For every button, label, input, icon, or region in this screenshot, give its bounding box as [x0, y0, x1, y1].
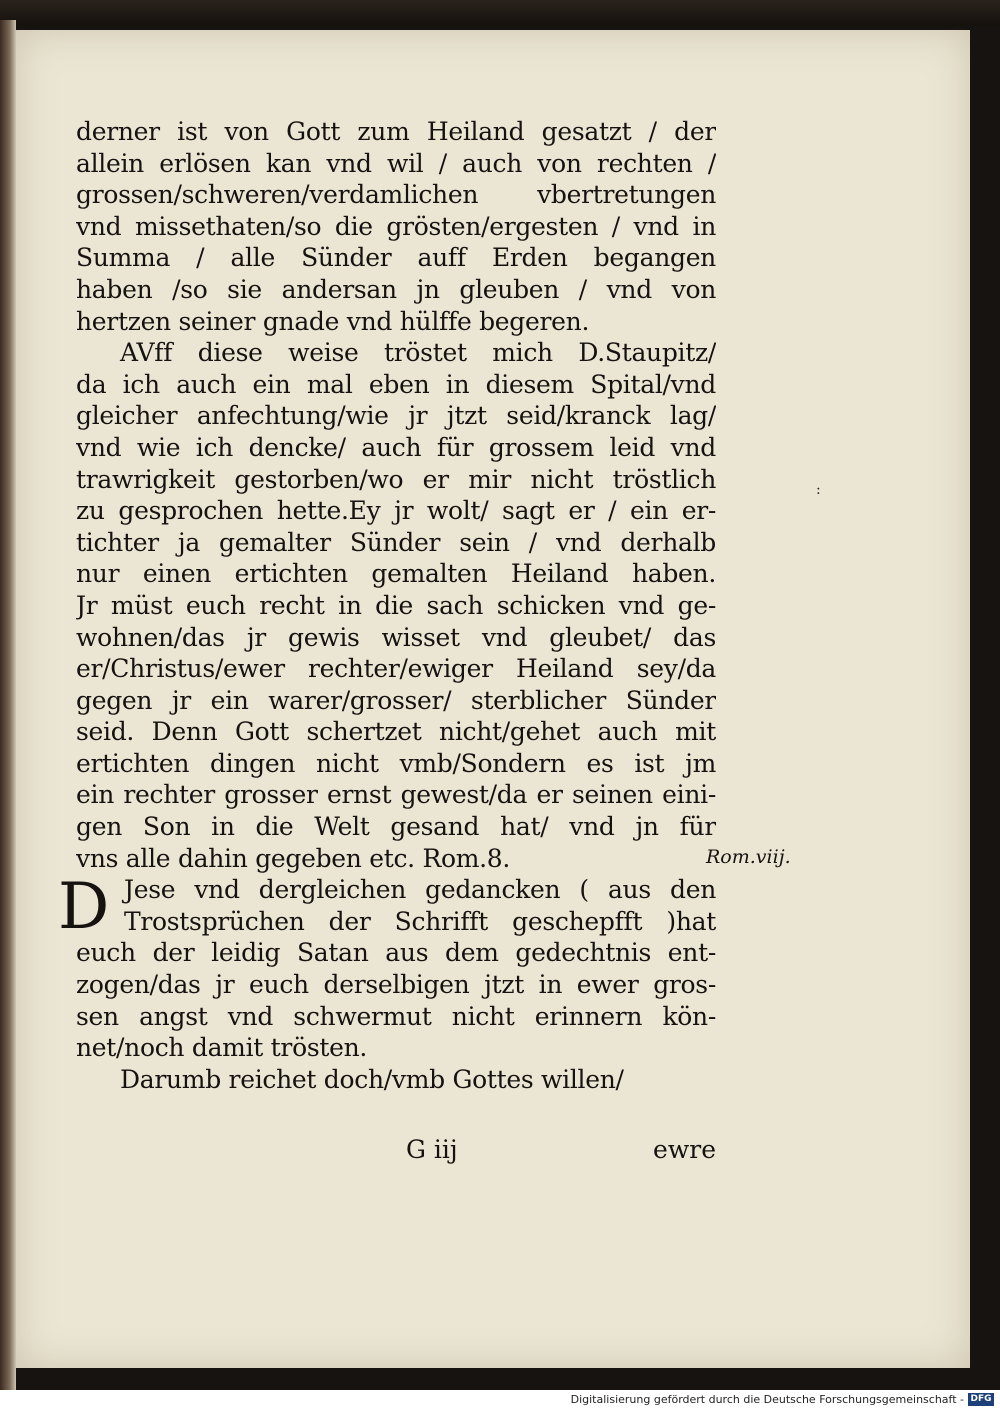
body-text: [76, 116, 716, 1095]
text-line: allein erlösen kan vnd wil / auch von rechten /: [76, 148, 716, 178]
text-line: er/Christus/ewer rechter/ewiger Heiland sey/da: [76, 654, 716, 684]
footer-bar: [0, 1390, 1000, 1410]
text-line: nur einen ertichten gemalten Heiland haben.: [76, 559, 716, 589]
scan-top-edge: [0, 0, 1000, 26]
funding-credit: Digitalisierung gefördert durch die Deutsche Forschungsgemeinschaft -: [570, 1393, 964, 1406]
text-line: net/noch damit trösten.: [76, 1033, 368, 1063]
text-line: gleicher anfechtung/wie jr jtzt seid/kranck lag/: [76, 401, 716, 431]
text-line: hertzen seiner gnade vnd hülffe begeren.: [76, 306, 590, 336]
text-line: Trostsprüchen der Schrifft geschepfft )hat: [124, 906, 716, 936]
text-line: ein rechter grosser ernst gewest/da er seinen eini-: [76, 780, 716, 810]
text-line: AVff diese weise tröstet mich D.Staupitz/: [120, 338, 716, 368]
text-line: zogen/das jr euch derselbigen jtzt in ewer gros-: [76, 970, 716, 1000]
text-line: vns alle dahin gegeben etc. Rom.8.: [76, 843, 511, 873]
book-spine-edge: [0, 20, 16, 1392]
text-line: Jr müst euch recht in die sach schicken vnd ge-: [76, 590, 716, 620]
text-line: zu gesprochen hette.Ey jr wolt/ sagt er / ein er-: [76, 496, 716, 526]
signature-line: [76, 1134, 716, 1166]
text-line: da ich auch ein mal eben in diesem Spital/vnd: [76, 369, 716, 399]
text-line: vnd wie ich dencke/ auch für grossem leid vnd: [76, 432, 716, 462]
marginal-note: Rom.viij.: [706, 846, 791, 868]
text-line: wohnen/das jr gewis wisset vnd gleubet/ das: [76, 622, 716, 652]
text-line: ertichten dingen nicht vmb/Sondern es ist jm: [76, 748, 716, 778]
text-line: Darumb reichet doch/vmb Gottes willen/: [120, 1064, 624, 1094]
text-line: haben /so sie andersan jn gleuben / vnd von: [76, 274, 716, 304]
marginal-mark: :: [816, 482, 821, 498]
book-page: [16, 30, 970, 1368]
text-line: Summa / alle Sünder auff Erden begangen: [76, 243, 716, 273]
drop-initial: D: [58, 870, 110, 944]
dfg-logo: DFG: [968, 1393, 994, 1406]
text-line: derner ist von Gott zum Heiland gesatzt / der: [76, 117, 716, 146]
text-line: gegen jr ein warer/grosser/ sterblicher Sünder: [76, 685, 716, 715]
text-line: tichter ja gemalter Sünder sein / vnd derhalb: [76, 527, 716, 557]
text-line: sen angst vnd schwermut nicht erinnern kön-: [76, 1001, 716, 1031]
text-line: vnd missethaten/so die grösten/ergesten / vnd in: [76, 211, 716, 241]
text-line: euch der leidig Satan aus dem gedechtnis ent-: [76, 938, 716, 968]
signature-mark: G iij: [406, 1135, 458, 1164]
catchword: ewre: [653, 1135, 716, 1164]
text-line: Jese vnd dergleichen gedancken ( aus den: [124, 875, 716, 905]
text-line: gen Son in die Welt gesand hat/ vnd jn für: [76, 812, 716, 842]
text-line: trawrigkeit gestorben/wo er mir nicht tröstlich: [76, 464, 716, 494]
text-line: seid. Denn Gott schertzet nicht/gehet auch mit: [76, 717, 716, 747]
text-line: grossen/schweren/verdamlichen vbertretungen: [76, 180, 716, 210]
